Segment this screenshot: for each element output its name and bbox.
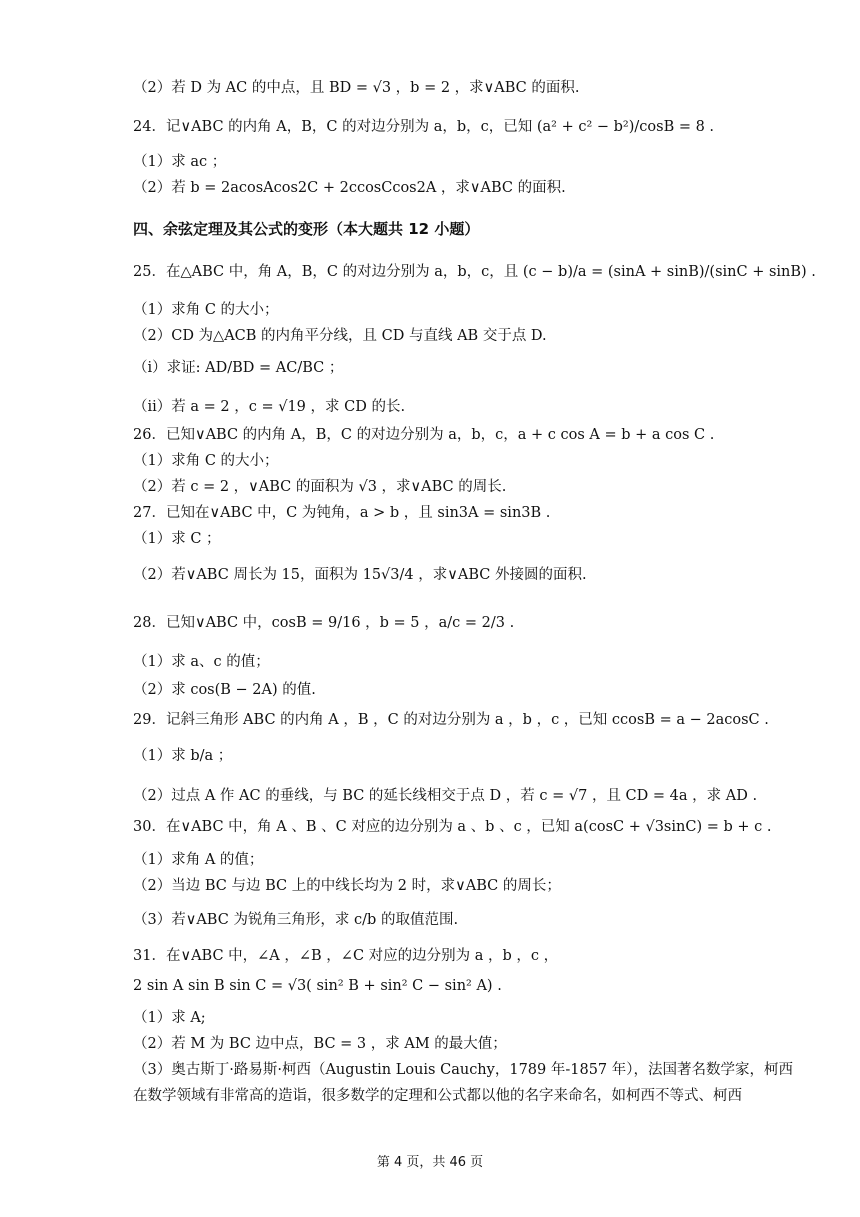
text-line: （ii）若 a = 2 ，c = √19 ，求 CD 的长. xyxy=(133,399,406,415)
text-line: 24．记∨ABC 的内角 A，B，C 的对边分别为 a，b，c，已知 (a² + c² − b²)/cosB = 8 . xyxy=(133,119,715,135)
text-line: （3）若∨ABC 为锐角三角形，求 c/b 的取值范围. xyxy=(133,912,459,928)
text-line: （2）若 b = 2acosAcos2C + 2ccosCcos2A ，求∨ABC 的面积. xyxy=(133,180,566,196)
text-line: （2）求 cos(B − 2A) 的值. xyxy=(133,682,316,698)
text-line: 28．已知∨ABC 中，cosB = 9/16 ，b = 5 ，a/c = 2/3 . xyxy=(133,615,515,631)
text-line: （2）若 M 为 BC 边中点，BC = 3 ，求 AM 的最大值； xyxy=(133,1036,507,1052)
text-line: 26．已知∨ABC 的内角 A，B，C 的对边分别为 a，b，c，a + c cos A = b + a cos C . xyxy=(133,427,715,443)
text-line: （2）若∨ABC 周长为 15，面积为 15√3/4 ，求∨ABC 外接圆的面积. xyxy=(133,567,587,583)
text-line: 在数学领域有非常高的造诣，很多数学的定理和公式都以他的名字来命名，如柯西不等式、柯西 xyxy=(133,1088,742,1104)
text-line: 31．在∨ABC 中，∠A ，∠B ，∠C 对应的边分别为 a ，b ，c ， xyxy=(133,948,559,964)
text-line: 27．已知在∨ABC 中，C 为钝角，a > b ，且 sin3A = sin3B . xyxy=(133,505,551,521)
text-line: （1）求 b/a ； xyxy=(133,748,233,764)
text-line: （1）求角 C 的大小； xyxy=(133,302,279,318)
text-line: （1）求 A; xyxy=(133,1010,206,1026)
text-line: （2）过点 A 作 AC 的垂线，与 BC 的延长线相交于点 D ，若 c = √7 ，且 CD = 4a ，求 AD . xyxy=(133,788,758,804)
text-line: 29．记斜三角形 ABC 的内角 A ，B ，C 的对边分别为 a ，b ，c ，已知 ccosB = a − 2acosC . xyxy=(133,712,769,728)
text-line: （1）求 a、c 的值； xyxy=(133,654,270,670)
text-line: （2）若 c = 2 ，∨ABC 的面积为 √3 ，求∨ABC 的周长. xyxy=(133,479,507,495)
section-heading: 四、余弦定理及其公式的变形（本大题共 12 小题） xyxy=(133,220,480,238)
text-line: （1）求角 C 的大小； xyxy=(133,453,279,469)
text-line: （2）若 D 为 AC 的中点，且 BD = √3 ，b = 2 ，求∨ABC 的面积. xyxy=(133,80,580,96)
text-line: （1）求 ac ； xyxy=(133,154,227,170)
text-line: （1）求角 A 的值； xyxy=(133,852,264,868)
text-line: 2 sin A sin B sin C = √3( sin² B + sin² C − sin² A) . xyxy=(133,978,502,994)
page-footer: 第 4 页，共 46 页 xyxy=(376,1155,484,1170)
text-line: （2）CD 为△ACB 的内角平分线，且 CD 与直线 AB 交于点 D. xyxy=(133,328,547,344)
text-line: 30．在∨ABC 中，角 A 、B 、C 对应的边分别为 a 、b 、c ，已知 a(cosC + √3sinC) = b + c . xyxy=(133,819,772,835)
text-line: （1）求 C ； xyxy=(133,531,221,547)
text-line: （2）当边 BC 与边 BC 上的中线长均为 2 时，求∨ABC 的周长； xyxy=(133,878,561,894)
text-line: （3）奥古斯丁·路易斯·柯西（Augustin Louis Cauchy，1789 年-1857 年），法国著名数学家，柯西 xyxy=(133,1062,794,1078)
text-line: （i）求证: AD/BD = AC/BC ； xyxy=(133,360,344,376)
text-line: 25．在△ABC 中，角 A，B，C 的对边分别为 a，b，c，且 (c − b)/a = (sinA + sinB)/(sinC + sinB) . xyxy=(133,264,816,280)
